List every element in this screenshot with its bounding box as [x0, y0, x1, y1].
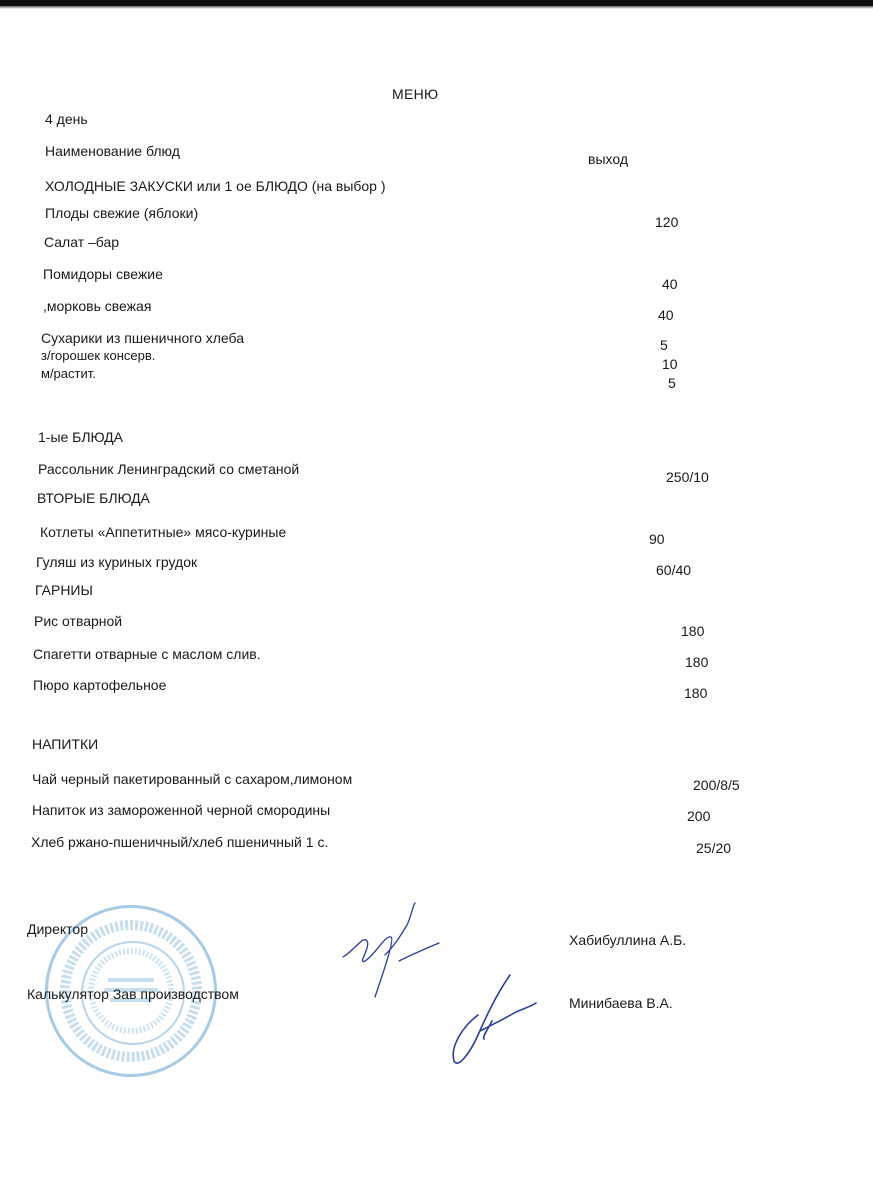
- menu-item-name: Чай черный пакетированный с сахаром,лимоном: [32, 771, 353, 787]
- calculator-signature: [440, 965, 550, 1075]
- menu-item-name: Пюро картофельное: [33, 677, 167, 693]
- director-label: Директор: [27, 921, 88, 937]
- menu-item-name: ,морковь свежая: [43, 298, 152, 314]
- menu-item-name: Рис отварной: [34, 613, 123, 629]
- menu-item-name: Рассольник Ленинградский со сметаной: [38, 461, 300, 477]
- menu-item-name: Салат –бар: [44, 234, 120, 250]
- calculator-label: Калькулятор Зав производством: [27, 986, 239, 1002]
- menu-item-yield: 200: [687, 808, 711, 824]
- menu-item-name: Хлеб ржано-пшеничный/хлеб пшеничный 1 с.: [31, 834, 329, 850]
- menu-item-name: Напиток из замороженной черной смородины: [32, 802, 331, 818]
- calculator-name: Минибаева В.А.: [569, 995, 673, 1011]
- menu-item-yield: 5: [668, 375, 676, 391]
- column-header-yield: выход: [588, 151, 628, 167]
- scan-edge-shadow: [0, 6, 873, 9]
- menu-item-yield: 180: [685, 654, 709, 670]
- menu-item-yield: 180: [681, 623, 705, 639]
- menu-item-name: Котлеты «Аппетитные» мясо-куриные: [40, 524, 287, 540]
- menu-item-yield: 25/20: [696, 840, 732, 856]
- menu-item-yield: 5: [660, 337, 668, 353]
- menu-item-name: Помидоры свежие: [43, 266, 163, 282]
- menu-item-name: Плоды свежие (яблоки): [45, 205, 199, 221]
- day-label: 4 день: [45, 111, 88, 127]
- menu-item-yield: 200/8/5: [693, 777, 740, 793]
- director-name: Хабибуллина А.Б.: [569, 932, 687, 948]
- menu-item-name: м/растит.: [41, 366, 96, 381]
- menu-item-yield: 60/40: [656, 562, 692, 578]
- menu-item-yield: 10: [662, 356, 678, 372]
- menu-item-yield: 250/10: [666, 469, 709, 485]
- menu-item-yield: 180: [684, 685, 708, 701]
- menu-item-name: з/горошек консерв.: [41, 348, 156, 363]
- menu-item-yield: 90: [649, 531, 665, 547]
- page-title: МЕНЮ: [392, 86, 439, 102]
- director-signature: [335, 895, 445, 1005]
- section-title-drinks: НАПИТКИ: [32, 736, 99, 752]
- section-title-second: ВТОРЫЕ БЛЮДА: [37, 490, 150, 506]
- section-title-garnish: ГАРНИЫ: [35, 582, 93, 598]
- menu-item-yield: 120: [655, 214, 679, 230]
- menu-item-name: Сухарики из пшеничного хлеба: [41, 330, 245, 346]
- section-title-first: 1-ые БЛЮДА: [38, 429, 123, 445]
- menu-item-yield: 40: [662, 276, 678, 292]
- menu-item-name: Спагетти отварные с маслом слив.: [33, 646, 261, 662]
- column-header-name: Наименование блюд: [45, 143, 180, 159]
- menu-item-yield: 40: [658, 307, 674, 323]
- menu-item-name: Гуляш из куриных грудок: [36, 554, 198, 570]
- section-title-cold: ХОЛОДНЫЕ ЗАКУСКИ или 1 ое БЛЮДО (на выбор ): [45, 178, 386, 194]
